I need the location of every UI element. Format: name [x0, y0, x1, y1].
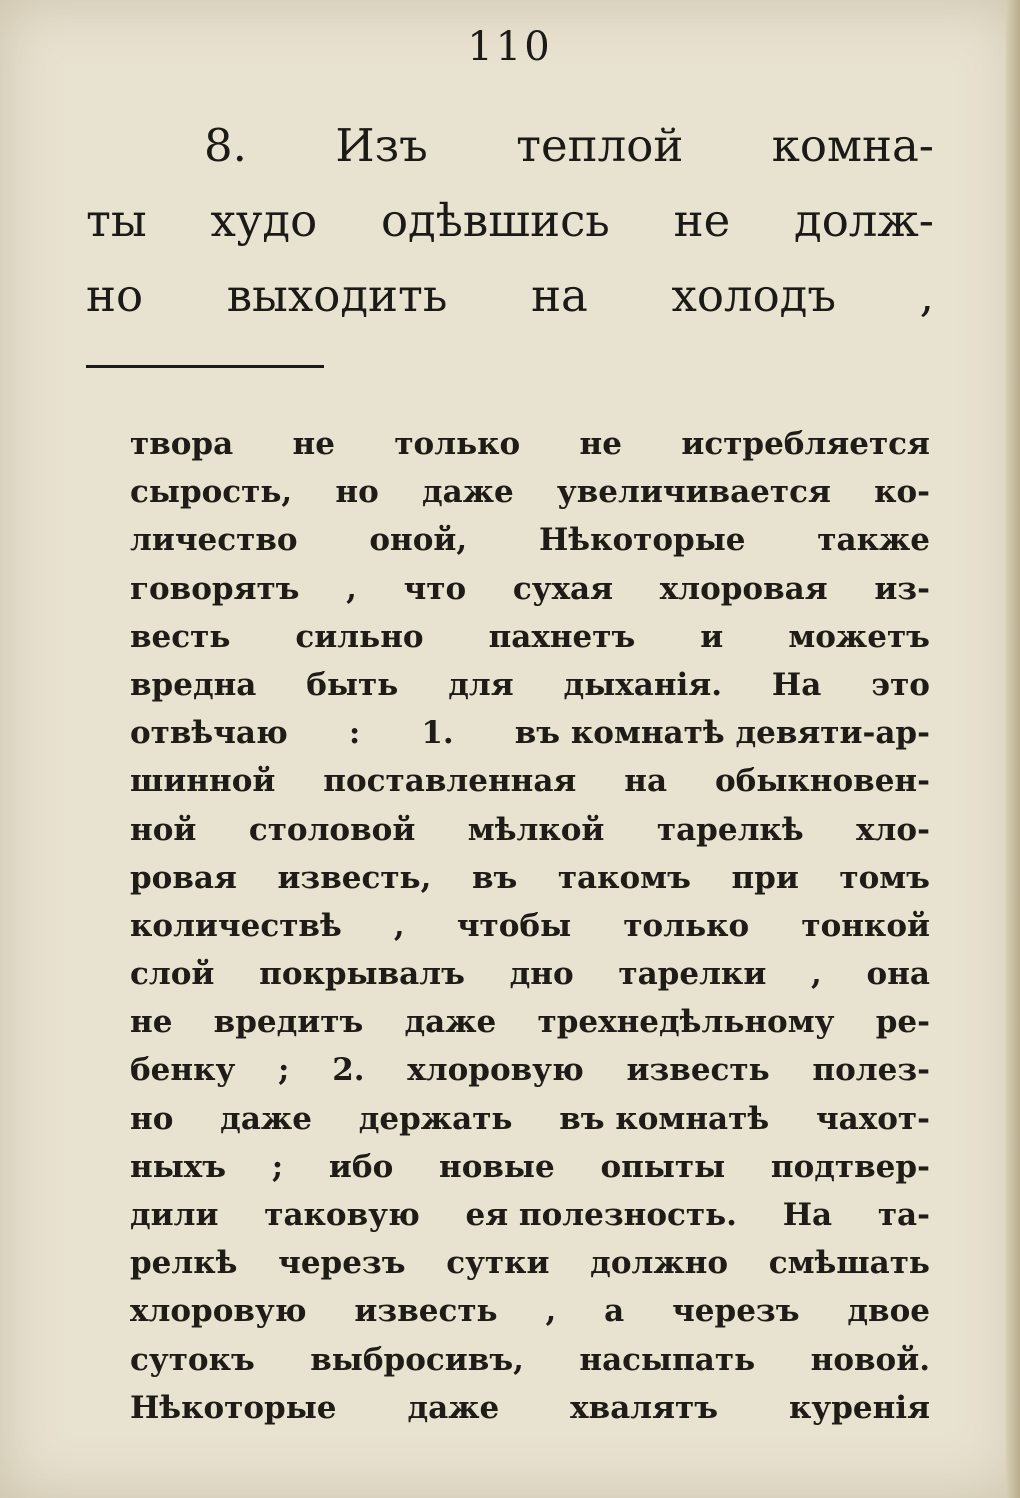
word: трехнедѣльному: [537, 1004, 835, 1041]
text-line: [130, 661, 930, 709]
word: сильно: [295, 618, 424, 655]
word: ,: [811, 956, 822, 993]
word: ,: [346, 570, 357, 607]
heading-line: [86, 258, 934, 333]
word: даже: [404, 1004, 497, 1041]
word: пахнетъ: [488, 618, 636, 655]
word: бенку: [130, 1052, 236, 1089]
word: не: [130, 1004, 173, 1041]
word: На: [782, 1197, 833, 1233]
word: ныхъ: [130, 1148, 227, 1185]
word: слой: [130, 956, 215, 993]
word: ровая: [130, 859, 237, 896]
text-line: [130, 1095, 930, 1143]
word: вредитъ: [213, 1004, 364, 1041]
word: только: [394, 426, 521, 462]
word: хвалятъ: [570, 1389, 719, 1426]
word: хлоровая: [659, 570, 828, 607]
word: обыкновен-: [714, 763, 930, 800]
heading-word: но: [86, 269, 144, 322]
word: весть: [130, 618, 231, 655]
word: также: [817, 522, 930, 559]
word: можетъ: [788, 618, 930, 655]
word: она: [866, 956, 930, 993]
word: твора: [130, 426, 234, 462]
heading-word: выходить: [226, 269, 448, 322]
heading-word: ты: [86, 194, 147, 247]
word: истребляется: [681, 426, 930, 462]
text-line: [130, 709, 930, 757]
word: только: [623, 907, 750, 944]
word: не: [292, 426, 335, 462]
text-line: [130, 1384, 930, 1432]
word: ко-: [874, 474, 930, 511]
word: подтвер-: [770, 1148, 930, 1185]
word: известь: [626, 1052, 770, 1089]
word: чахот-: [815, 1100, 930, 1137]
heading-word: комна-: [771, 119, 934, 172]
word: известь: [354, 1293, 498, 1330]
word: дыханія.: [563, 666, 723, 703]
word: хлоровую: [130, 1293, 307, 1330]
text-line: [130, 1046, 930, 1094]
word: чтобы: [456, 907, 572, 944]
word: насыпать: [579, 1341, 756, 1378]
text-line: [130, 757, 930, 805]
heading-word: не: [673, 194, 731, 247]
word: даже: [407, 1389, 500, 1426]
word: оной,: [369, 522, 468, 559]
heading-word: ,: [919, 269, 934, 322]
word: та-: [877, 1197, 930, 1233]
word: что: [403, 570, 467, 607]
heading-line: [86, 183, 934, 258]
text-line: [130, 1336, 930, 1384]
word: сырость,: [130, 474, 293, 511]
word: даже: [421, 474, 514, 511]
word: черезъ: [278, 1245, 406, 1282]
word: хлоровую: [407, 1052, 584, 1089]
text-line: [130, 468, 930, 516]
heading-line: [86, 108, 934, 183]
word: Нѣкоторые: [538, 522, 746, 559]
text-line: [130, 950, 930, 998]
text-line: [130, 613, 930, 661]
word: томъ: [839, 859, 930, 896]
heading-word: холодъ: [671, 269, 837, 322]
word: сутки: [446, 1245, 550, 1282]
word: 2.: [332, 1052, 365, 1089]
text-line: [130, 420, 930, 468]
word: тонкой: [801, 907, 930, 944]
text-line: [130, 806, 930, 854]
word: хло-: [856, 811, 930, 848]
text-line: [130, 565, 930, 613]
word: 1.: [421, 715, 454, 752]
word: и: [700, 618, 724, 655]
word: куренія: [788, 1389, 930, 1426]
word: столовой: [248, 811, 416, 848]
heading-word: одѣвшись: [380, 194, 610, 247]
text-line: [130, 854, 930, 902]
word: увеличивается: [556, 474, 831, 511]
word: выбросивъ,: [310, 1341, 524, 1378]
word: релкѣ: [130, 1245, 238, 1282]
heading-word: худо: [210, 194, 318, 247]
word: личество: [130, 522, 298, 559]
heading-word: теплой: [516, 119, 684, 172]
word: черезъ: [672, 1293, 800, 1330]
word: :: [348, 715, 361, 752]
word: отвѣчаю: [130, 715, 288, 752]
word: на: [624, 763, 668, 800]
word: Нѣкоторые: [130, 1389, 337, 1426]
word: шинной: [130, 763, 276, 800]
page-number: 110: [467, 24, 553, 70]
text-line: [130, 1191, 930, 1239]
word: въ комнатѣ девяти-ар-: [514, 715, 930, 752]
word: На: [771, 666, 822, 703]
word: это: [871, 666, 930, 703]
word: поставленная: [323, 763, 577, 800]
word: не: [579, 426, 622, 462]
word: дили: [130, 1197, 219, 1233]
word: дно: [509, 956, 574, 993]
word: ,: [393, 907, 405, 944]
word: ;: [271, 1148, 284, 1185]
text-line: [130, 902, 930, 950]
text-line: [130, 998, 930, 1046]
word: известь,: [277, 859, 432, 896]
word: говорятъ: [130, 570, 300, 607]
word: въ комнатѣ: [559, 1100, 770, 1137]
word: смѣшать: [768, 1245, 930, 1282]
word: из-: [874, 570, 930, 607]
word: сутокъ: [130, 1341, 255, 1378]
rule-heading: [86, 108, 934, 333]
word: ре-: [875, 1004, 930, 1041]
word: такомъ: [557, 859, 691, 896]
heading-word: долж-: [794, 194, 934, 247]
word: ибо: [328, 1148, 394, 1185]
text-line: [130, 1143, 930, 1191]
word: покрывалъ: [259, 956, 465, 993]
word: держать: [358, 1100, 513, 1137]
word: ,: [545, 1293, 557, 1330]
word: новой.: [810, 1341, 930, 1378]
body-text: [130, 420, 930, 1432]
word: новые: [439, 1148, 555, 1185]
text-line: [130, 1287, 930, 1335]
word: опыты: [600, 1148, 726, 1185]
section-separator: [86, 365, 324, 368]
word: ной: [130, 811, 197, 848]
word: при: [731, 859, 799, 896]
word: а: [604, 1293, 625, 1330]
word: должно: [590, 1245, 729, 1282]
word: двое: [847, 1293, 930, 1330]
heading-word: на: [531, 269, 588, 322]
word: мѣлкой: [467, 811, 605, 848]
word: тарелкѣ: [656, 811, 804, 848]
heading-word: 8.: [204, 119, 247, 172]
text-line: [130, 1239, 930, 1287]
word: быть: [306, 666, 399, 703]
word: даже: [220, 1100, 312, 1137]
word: количествѣ: [130, 907, 342, 944]
heading-word: Изъ: [335, 119, 428, 172]
word: для: [448, 666, 514, 703]
word: ея полезность.: [465, 1197, 737, 1233]
text-line: [130, 516, 930, 564]
word: тарелки: [618, 956, 767, 993]
word: но: [130, 1100, 174, 1137]
word: таковую: [264, 1197, 420, 1233]
word: вредна: [130, 666, 257, 703]
word: въ: [471, 859, 518, 896]
word: но: [335, 474, 379, 511]
word: сухая: [512, 570, 614, 607]
page-edge: [1006, 0, 1020, 1498]
word: полез-: [812, 1052, 930, 1089]
word: ;: [278, 1052, 290, 1089]
